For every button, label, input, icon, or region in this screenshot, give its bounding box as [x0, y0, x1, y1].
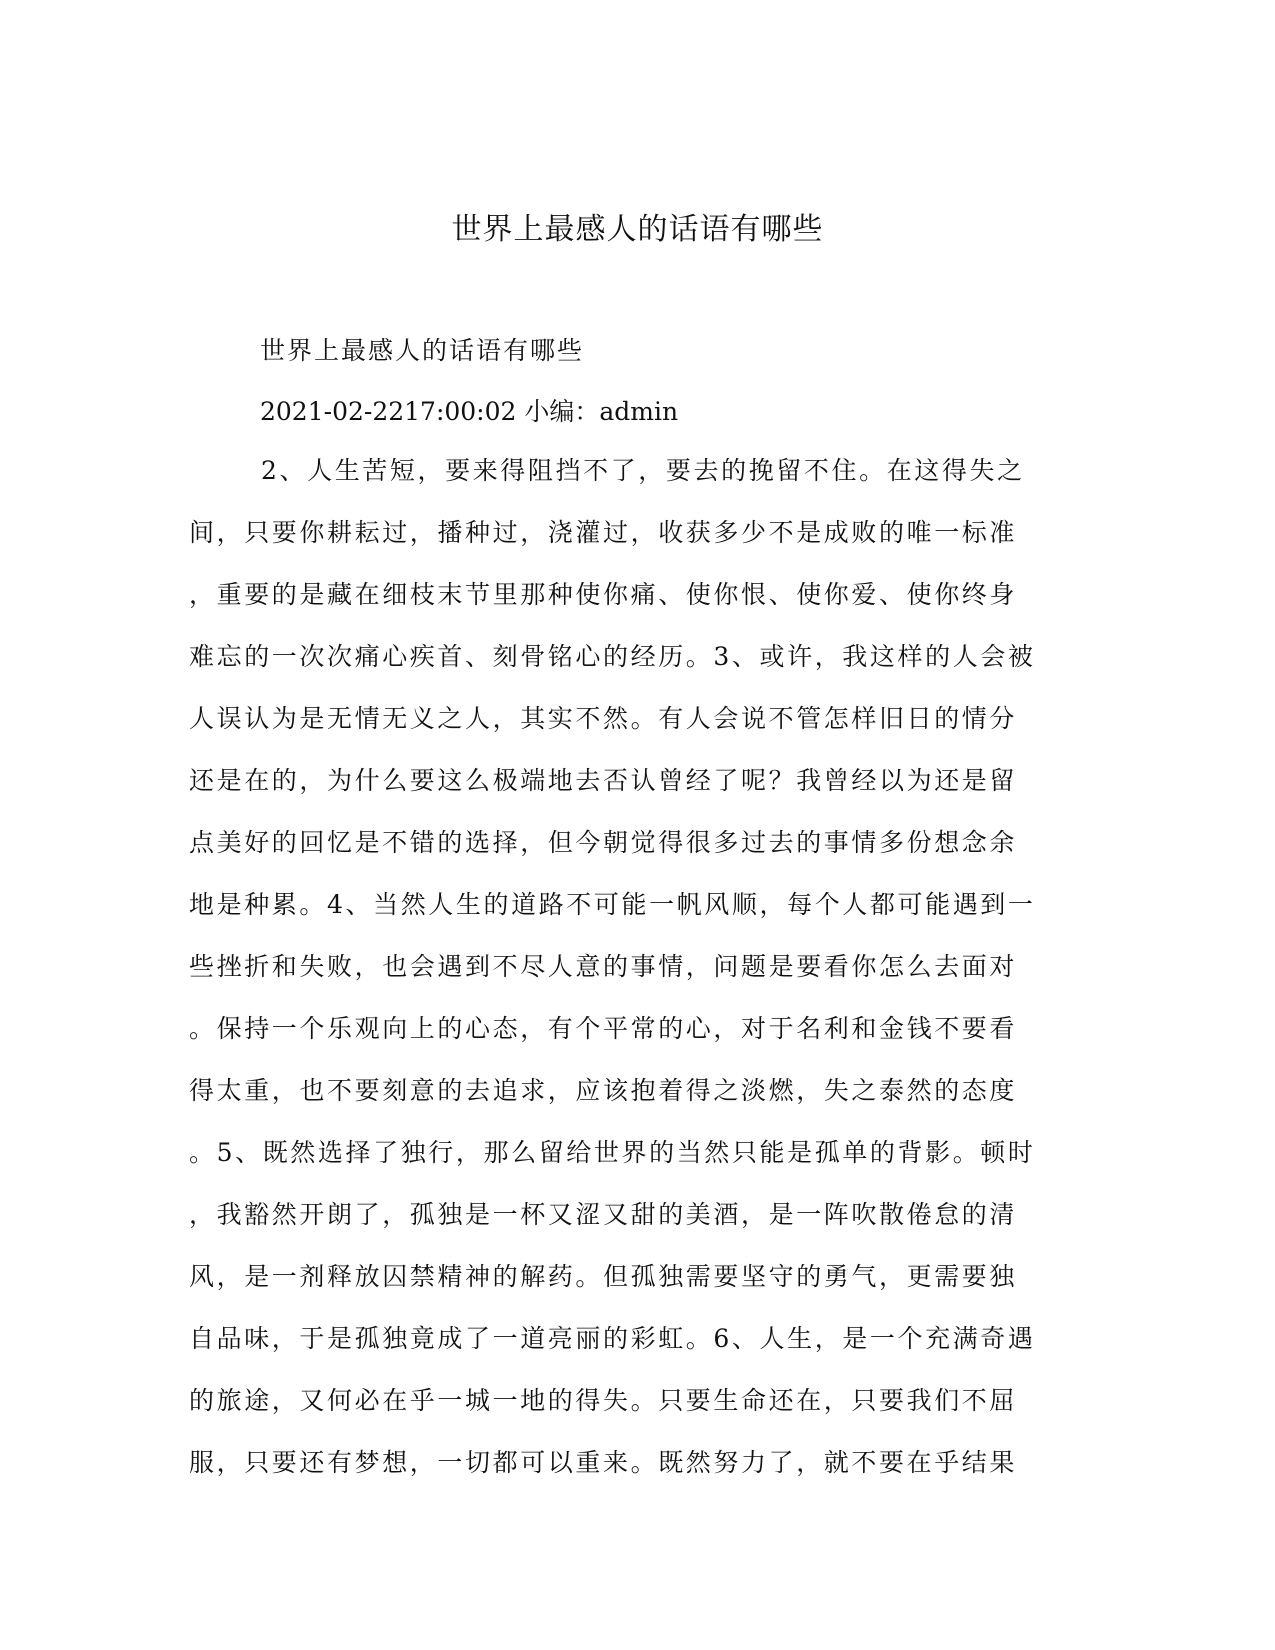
body-line: 点美好的回忆是不错的选择，但今朝觉得很多过去的事情多份想念余 [189, 828, 1018, 857]
body-line: 风，是一剂释放囚禁精神的解药。但孤独需要坚守的勇气，更需要独 [189, 1262, 1018, 1291]
body-line: 得太重，也不要刻意的去追求，应该抱着得之淡燃，失之泰然的态度 [189, 1076, 1018, 1105]
body-line: 的旅途，又何必在乎一城一地的得失。只要生命还在，只要我们不屈 [189, 1386, 1018, 1415]
article-meta: 2021-02-2217:00:02 小编：admin [260, 397, 679, 426]
body-line: 间，只要你耕耘过，播种过，浇灌过，收获多少不是成败的唯一标准 [189, 518, 1018, 547]
body-line: 2、人生苦短，要来得阻挡不了，要去的挽留不住。在这得失之 [261, 456, 1025, 485]
body-line: 难忘的一次次痛心疾首、刻骨铭心的经历。3、或许，我这样的人会被 [189, 642, 1036, 671]
body-line: 服，只要还有梦想，一切都可以重来。既然努力了，就不要在乎结果 [189, 1448, 1018, 1477]
body-line: ，我豁然开朗了，孤独是一杯又涩又甜的美酒，是一阵吹散倦怠的清 [189, 1200, 1018, 1229]
body-line: 还是在的，为什么要这么极端地去否认曾经了呢？我曾经以为还是留 [189, 766, 1018, 795]
body-line: ，重要的是藏在细枝末节里那种使你痛、使你恨、使你爱、使你终身 [189, 580, 1018, 609]
body-line: 。5、既然选择了独行，那么留给世界的当然只能是孤单的背影。顿时 [189, 1138, 1036, 1167]
body-line: 些挫折和失败，也会遇到不尽人意的事情，问题是要看你怎么去面对 [189, 952, 1018, 981]
body-line: 自品味，于是孤独竟成了一道亮丽的彩虹。6、人生，是一个充满奇遇 [189, 1324, 1036, 1353]
document-title: 世界上最感人的话语有哪些 [451, 212, 824, 247]
body-line: 地是种累。4、当然人生的道路不可能一帆风顺，每个人都可能遇到一 [189, 890, 1036, 919]
article-subtitle: 世界上最感人的话语有哪些 [260, 336, 585, 365]
body-line: 。保持一个乐观向上的心态，有个平常的心，对于名利和金钱不要看 [189, 1014, 1018, 1043]
article-body [189, 450, 1069, 1504]
body-line: 人误认为是无情无义之人，其实不然。有人会说不管怎样旧日的情分 [189, 704, 1018, 733]
